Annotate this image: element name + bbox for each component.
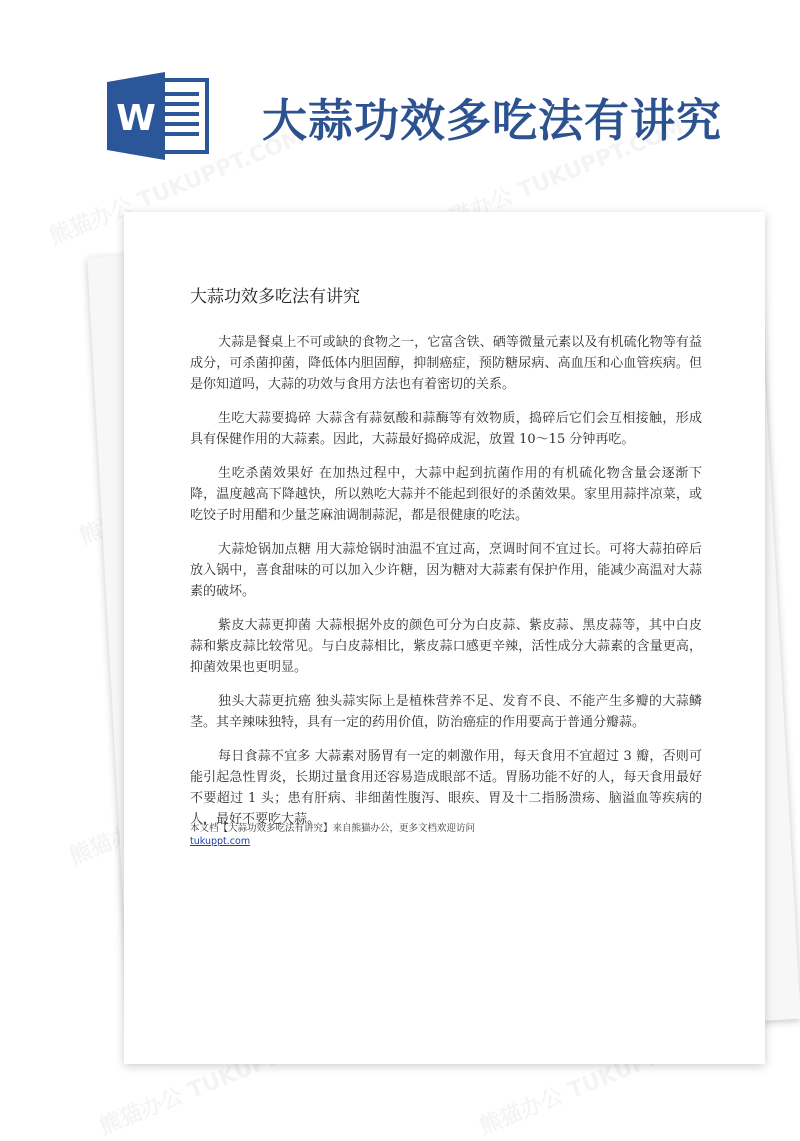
paragraph: 独头大蒜更抗癌 独头蒜实际上是植株营养不足、发育不良、不能产生多瓣的大蒜鳞茎。其辛辣味独特，具有一定的药用价值，防治癌症的作用要高于普通分瓣蒜。 [190, 694, 702, 730]
document-footer [190, 822, 702, 848]
paragraph: 生吃大蒜要捣碎 大蒜含有蒜氨酸和蒜酶等有效物质，捣碎后它们会互相接触，形成具有保健作用的大蒜素。因此，大蒜最好捣碎成泥，放置 10～15 分钟再吃。 [190, 411, 702, 447]
document-page [124, 212, 765, 1064]
paragraph: 大蒜炝锅加点糖 用大蒜炝锅时油温不宜过高，烹调时间不宜过长。可将大蒜拍碎后放入锅中，喜食甜味的可以加入少许糖，因为糖对大蒜素有保护作用，能减少高温对大蒜素的破坏。 [190, 542, 702, 599]
footer-link[interactable]: tukuppt.com [190, 836, 251, 847]
paragraph: 紫皮大蒜更抑菌 大蒜根据外皮的颜色可分为白皮蒜、紫皮蒜、黑皮蒜等，其中白皮蒜和紫皮蒜比较常见。与白皮蒜相比，紫皮蒜口感更辛辣，活性成分大蒜素的含量更高，抑菌效果也更明显。 [190, 618, 702, 675]
header-title: 大蒜功效多吃法有讲究 [262, 94, 723, 147]
paragraph: 每日食蒜不宜多 大蒜素对肠胃有一定的刺激作用，每天食用不宜超过 3 瓣，否则可能引起急性胃炎，长期过量食用还容易造成眼部不适。胃肠功能不好的人，每天食用最好不要超过 1 头；患有肝病、非细菌性腹泻、眼疾、胃及十二指肠溃疡、脑溢血等疾病的人，最好不要吃大蒜。 [190, 749, 702, 827]
paragraph: 生吃杀菌效果好 在加热过程中，大蒜中起到抗菌作用的有机硫化物含量会逐渐下降，温度越高下降越快，所以熟吃大蒜并不能起到很好的杀菌效果。家里用蒜拌凉菜，或吃饺子时用醋和少量芝麻油调制蒜泥，都是很健康的吃法。 [190, 466, 702, 523]
word-document-icon [107, 72, 211, 160]
document-title: 大蒜功效多吃法有讲究 [190, 287, 360, 307]
document-body [190, 332, 702, 843]
logo-letter: W [116, 98, 156, 139]
footer-note: 本文档【大蒜功效多吃法有讲究】来自熊猫办公，更多文档欢迎访问 [190, 823, 476, 834]
paragraph: 大蒜是餐桌上不可或缺的食物之一，它富含铁、硒等微量元素以及有机硫化物等有益成分，可杀菌抑菌，降低体内胆固醇，抑制癌症，预防糖尿病、高血压和心血管疾病。但是你知道吗，大蒜的功效与食用方法也有着密切的关系。 [190, 335, 702, 392]
